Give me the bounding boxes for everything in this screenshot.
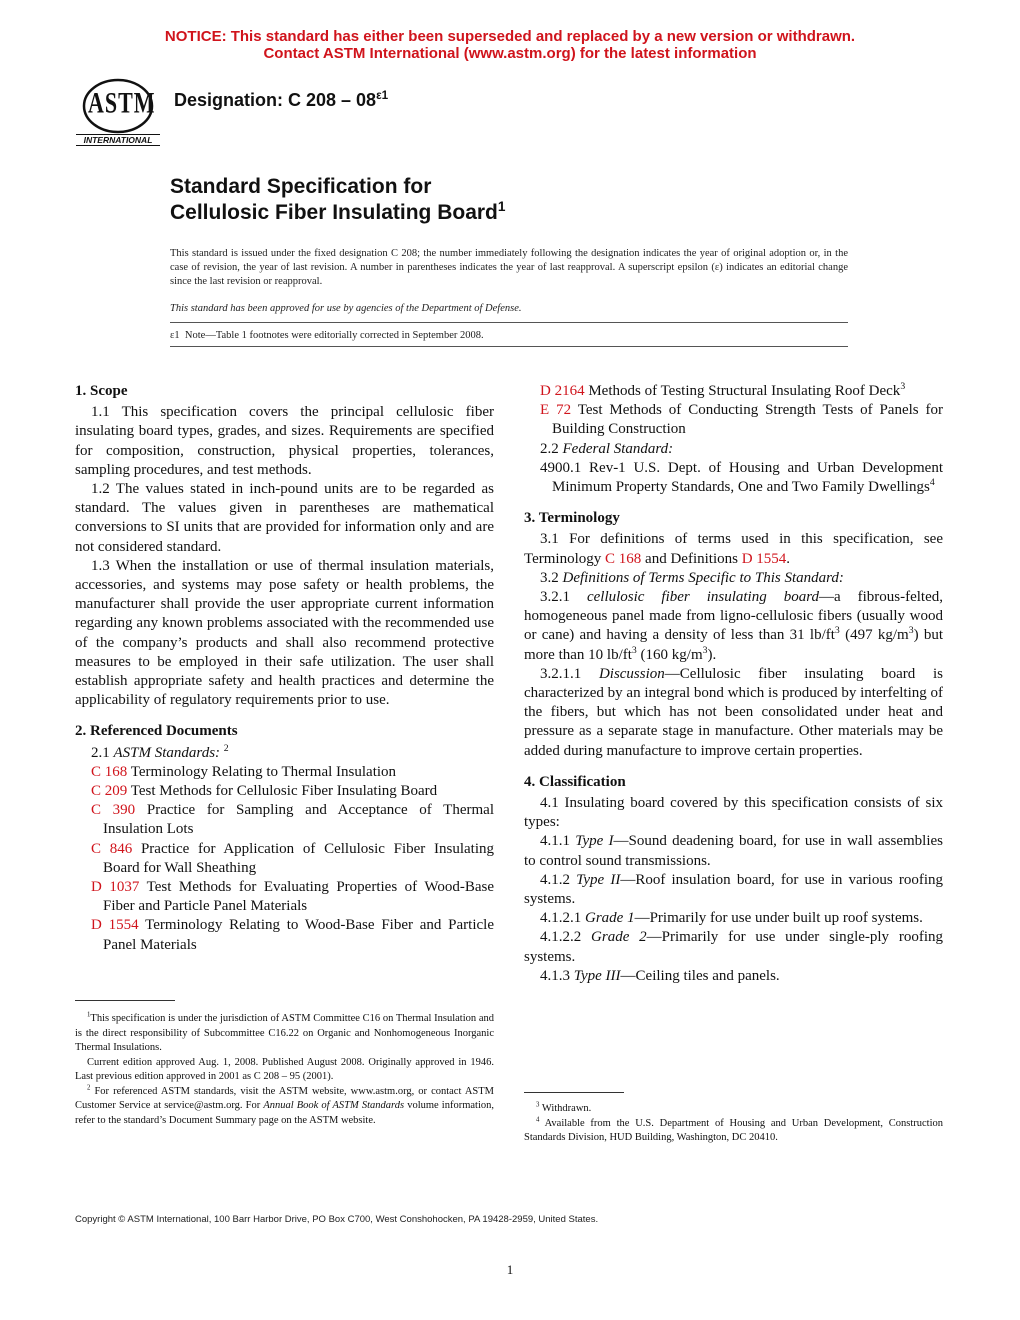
title-footnote-ref[interactable]: 1 bbox=[497, 199, 506, 214]
footnote-rule-left bbox=[75, 1000, 175, 1001]
ref-d2164-footnote-ref[interactable]: 3 bbox=[900, 381, 906, 392]
para-2-1-italic: ASTM Standards: bbox=[113, 744, 221, 761]
para-4-1-2-text: —Roof insulation board, for use in various roofing systems. bbox=[524, 871, 943, 908]
ref-text: Methods of Testing Structural Insulating Roof Deck bbox=[588, 383, 901, 399]
notice-line-2: Contact ASTM International (www.astm.org) for the latest information bbox=[263, 45, 757, 62]
para-3-2-1-term: cellulosic fiber insulating board bbox=[586, 589, 819, 606]
para-1-2: 1.2 The values stated in inch-pound units are to be regarded as standard. The values given in parentheses are mathematical conversions to SI units that are provided for information only and are not considered standard. bbox=[75, 481, 494, 555]
para-4-1: 4.1 Insulating board covered by this specification consists of six types: bbox=[524, 795, 943, 831]
copyright: Copyright © ASTM International, 100 Barr Harbor Drive, PO Box C700, West Conshohocken, PA 19428-2959, United States. bbox=[75, 1214, 599, 1225]
para-3-2-1-text-a: —a fibrous-felted, homogeneous panel made from ligno-cellulosic fibers (usually wood or cane) and having a density of less than 31 lb/ft bbox=[524, 589, 943, 644]
para-2-1-footnote-ref[interactable]: 2 bbox=[223, 742, 229, 754]
ref-federal-4900 bbox=[524, 459, 943, 497]
para-4-1-3-num: 4.1.3 bbox=[540, 967, 570, 984]
ref-text: Practice for Sampling and Acceptance of Thermal Insulation Lots bbox=[103, 802, 494, 838]
footnote-4 bbox=[524, 1117, 943, 1146]
para-3-2 bbox=[524, 569, 943, 588]
para-2-2-italic: Federal Standard: bbox=[562, 440, 674, 457]
footnotes-left bbox=[75, 1012, 494, 1128]
editorial-note-text: Note—Table 1 footnotes were editorially corrected in September 2008. bbox=[184, 330, 484, 341]
link-d1554[interactable]: D 1554 bbox=[741, 550, 787, 567]
para-4-1-2-2-italic: Grade 2 bbox=[591, 929, 647, 946]
footnote-3 bbox=[524, 1102, 943, 1117]
para-4-1-3-text: —Ceiling tiles and panels. bbox=[620, 967, 780, 984]
para-4-1-1-italic: Type I bbox=[575, 833, 614, 850]
editorial-note bbox=[170, 329, 484, 343]
para-4-1-2-1-italic: Grade 1 bbox=[585, 910, 635, 927]
para-4-1-2-num: 4.1.2 bbox=[540, 871, 570, 888]
footnotes-right bbox=[524, 1102, 943, 1146]
para-4-1-2-italic: Type II bbox=[576, 871, 621, 888]
designation bbox=[174, 90, 388, 111]
link-c168[interactable]: C 168 bbox=[605, 550, 642, 567]
preamble-divider-bottom bbox=[170, 346, 848, 347]
para-3-2-num: 3.2 bbox=[540, 569, 559, 586]
notice-line-1: NOTICE: This standard has either been superseded and replaced by a new version or withdrawn. bbox=[164, 28, 856, 45]
ref-link-d2164[interactable]: D 2164 bbox=[540, 383, 585, 399]
notice-banner bbox=[0, 28, 1020, 62]
para-4-1-2-1-text: —Primarily for use under built up roof systems. bbox=[634, 910, 923, 927]
ref-text: Practice for Application of Cellulosic Fiber Insulating Board for Wall Sheathing bbox=[103, 840, 495, 876]
preamble-approved: This standard has been approved for use by agencies of the Department of Defense. bbox=[170, 303, 522, 314]
ref-link-d1554[interactable]: D 1554 bbox=[91, 917, 139, 934]
para-3-2-1-1-text: —Cellulosic fiber insulating board is characterized by an integral bond which is produced by interfelting of the fibers, but which has not been consolidated under heat and pressure as a separate stage in manufacture. Other materials may be added during manufacture to improve certain properties. bbox=[524, 665, 944, 759]
page-number: 1 bbox=[506, 1262, 514, 1277]
para-3-2-1-text-e: ). bbox=[707, 646, 717, 663]
footnote-1-mark: 1 bbox=[87, 1011, 91, 1019]
preamble-issued: This standard is issued under the fixed designation C 208; the number immediately following the designation indicates the year of original adoption or, in the case of revision, the year of last revision. A number in parentheses indicates the year of last reapproval. A superscript epsilon (ε) indicates an editorial change since the last revision or reapproval. bbox=[170, 248, 848, 287]
para-3-1-period: . bbox=[786, 550, 791, 567]
para-2-1 bbox=[75, 744, 494, 763]
superscript-3: 3 bbox=[908, 625, 914, 637]
ref-e72 bbox=[524, 401, 943, 439]
para-4-1-2 bbox=[524, 871, 943, 909]
ref-d2164 bbox=[524, 382, 943, 401]
right-column bbox=[524, 382, 943, 986]
ref-link-c846[interactable]: C 846 bbox=[91, 840, 133, 857]
para-2-2-num: 2.2 bbox=[540, 440, 559, 457]
astm-logo bbox=[76, 76, 160, 148]
footnote-2-text-a: For referenced ASTM standards, visit the ASTM website, www.astm.org, or contact ASTM Customer Service at service@astm.org. For bbox=[75, 1085, 495, 1111]
footnote-2 bbox=[75, 1085, 494, 1129]
para-4-1-3-italic: Type III bbox=[573, 967, 621, 984]
left-column bbox=[75, 382, 494, 955]
federal-standard-text: 4900.1 Rev-1 U.S. Dept. of Housing and Urban Development Minimum Property Standards, One and Two Family Dwellings bbox=[540, 459, 943, 496]
logo-letters: ASTM bbox=[88, 85, 156, 120]
ref-text: Test Methods of Conducting Strength Tests of Panels for Building Construction bbox=[552, 402, 944, 438]
ref-c209 bbox=[75, 782, 494, 801]
footnote-2-text-b: volume information, refer to the standard’s Document Summary page on the ASTM website. bbox=[75, 1100, 494, 1126]
para-2-1-num: 2.1 bbox=[91, 744, 110, 761]
para-3-2-1 bbox=[524, 588, 943, 665]
ref-link-c209[interactable]: C 209 bbox=[91, 783, 128, 800]
footnote-1-edition: Current edition approved Aug. 1, 2008. Published August 2008. Originally approved in 1946. Last previous edition approved in 2001 as C 208 – 95 (2001). bbox=[75, 1056, 494, 1082]
footnote-rule-right bbox=[524, 1092, 624, 1093]
para-3-1-text-a: 3.1 For definitions of terms used in this specification, see Terminology bbox=[524, 531, 943, 567]
preamble-divider-top bbox=[170, 322, 848, 323]
ref-text: Terminology Relating to Wood-Base Fiber and Particle Panel Materials bbox=[103, 917, 494, 953]
ref-d1037 bbox=[75, 878, 494, 916]
ref-link-c390[interactable]: C 390 bbox=[91, 802, 136, 819]
para-4-1-2-2-num: 4.1.2.2 bbox=[540, 929, 582, 946]
para-4-1-3 bbox=[524, 967, 943, 986]
ref-c168 bbox=[75, 763, 494, 782]
para-4-1-1-num: 4.1.1 bbox=[540, 833, 570, 850]
ref-link-d1037[interactable]: D 1037 bbox=[91, 879, 140, 896]
footnote-2-mark: 2 bbox=[87, 1084, 91, 1091]
designation-label: Designation: C 208 – 08 bbox=[174, 90, 377, 110]
section-2-heading: 2. Referenced Documents bbox=[75, 723, 238, 740]
footnote-4-text: Available from the U.S. Department of Housing and Urban Development, Construction Standards Division, HUD Building, Washington, DC 20410. bbox=[524, 1117, 944, 1143]
title-line-1: Standard Specification for bbox=[170, 175, 432, 198]
para-3-2-1-1 bbox=[524, 665, 943, 761]
ref-c846 bbox=[75, 840, 494, 878]
para-3-2-1-text-c: ) but more than 10 lb/ft bbox=[524, 627, 943, 663]
footnote-1-text: This specification is under the jurisdiction of ASTM Committee C16 on Thermal Insulation and is the direct responsibility of Subcommittee C16.22 on Organic and Nonhomogeneous Inorganic Thermal Insulations. bbox=[75, 1013, 494, 1053]
ref-text: Test Methods for Evaluating Properties of Wood-Base Fiber and Particle Panel Materials bbox=[103, 879, 494, 915]
footnote-2-italic: Annual Book of ASTM Standards bbox=[263, 1100, 405, 1111]
para-3-2-1-text-d: (160 kg/m bbox=[640, 646, 703, 663]
section-4-heading: 4. Classification bbox=[524, 773, 626, 790]
section-3-heading: 3. Terminology bbox=[524, 510, 620, 527]
para-4-1-1 bbox=[524, 832, 943, 870]
para-4-1-1-text: —Sound deadening board, for use in wall assemblies to control sound transmissions. bbox=[524, 833, 943, 869]
ref-link-e72[interactable]: E 72 bbox=[540, 402, 572, 419]
ref-d1554 bbox=[75, 916, 494, 954]
ref-link-c168[interactable]: C 168 bbox=[91, 763, 128, 780]
para-3-2-1-text-b: (497 kg/m bbox=[845, 627, 909, 644]
footnote-4-mark: 4 bbox=[536, 1116, 540, 1123]
ref-text: Test Methods for Cellulosic Fiber Insulating Board bbox=[130, 783, 438, 800]
superscript-3: 3 bbox=[702, 644, 708, 656]
para-1-1: 1.1 This specification covers the principal cellulosic fiber insulating board types, grades, and sizes. Requirements are specified for composition, construction, physical properties, tolerances, sampling procedures, and test methods. bbox=[75, 404, 494, 478]
section-1-heading: 1. Scope bbox=[75, 383, 128, 399]
para-3-2-italic: Definitions of Terms Specific to This Standard: bbox=[562, 569, 844, 586]
para-1-3: 1.3 When the installation or use of thermal insulation materials, accessories, and systems may pose safety or health problems, the manufacturer shall provide the user appropriate current information regarding any known problems associated with the recommended use of the company’s products and shall also recommend protective measures to be employed in their safe utilization. The user shall establish appropriate safety and health practices and determine the applicability of regulatory requirements prior to use. bbox=[75, 557, 494, 709]
federal-footnote-ref[interactable]: 4 bbox=[929, 477, 935, 489]
para-4-1-2-2 bbox=[524, 928, 943, 966]
page-title bbox=[170, 174, 505, 226]
para-3-2-1-num: 3.2.1 bbox=[540, 589, 570, 606]
title-line-2 bbox=[170, 200, 505, 226]
logo-subtitle: INTERNATIONAL bbox=[76, 134, 160, 146]
footnote-3-mark: 3 bbox=[536, 1101, 540, 1109]
para-4-1-2-2-text: —Primarily for use under single-ply roofing systems. bbox=[524, 929, 943, 965]
footnote-1 bbox=[75, 1012, 494, 1056]
para-4-1-2-1-num: 4.1.2.1 bbox=[540, 910, 582, 927]
para-3-2-1-1-italic: Discussion bbox=[598, 665, 665, 682]
editorial-note-mark: ε1 bbox=[170, 330, 180, 341]
para-3-2-1-1-num: 3.2.1.1 bbox=[540, 665, 582, 682]
para-2-2 bbox=[524, 440, 943, 459]
para-4-1-2-1 bbox=[524, 909, 943, 928]
title-line-2-text: Cellulosic Fiber Insulating Board bbox=[170, 201, 498, 224]
superscript-3: 3 bbox=[834, 625, 840, 637]
footnote-3-text: Withdrawn. bbox=[541, 1103, 592, 1114]
para-3-1-text-b: and Definitions bbox=[645, 550, 738, 567]
para-3-1 bbox=[524, 530, 943, 568]
superscript-3: 3 bbox=[631, 644, 637, 656]
ref-text: Terminology Relating to Thermal Insulation bbox=[130, 763, 397, 780]
designation-suffix: ε1 bbox=[376, 89, 389, 102]
ref-c390 bbox=[75, 801, 494, 839]
